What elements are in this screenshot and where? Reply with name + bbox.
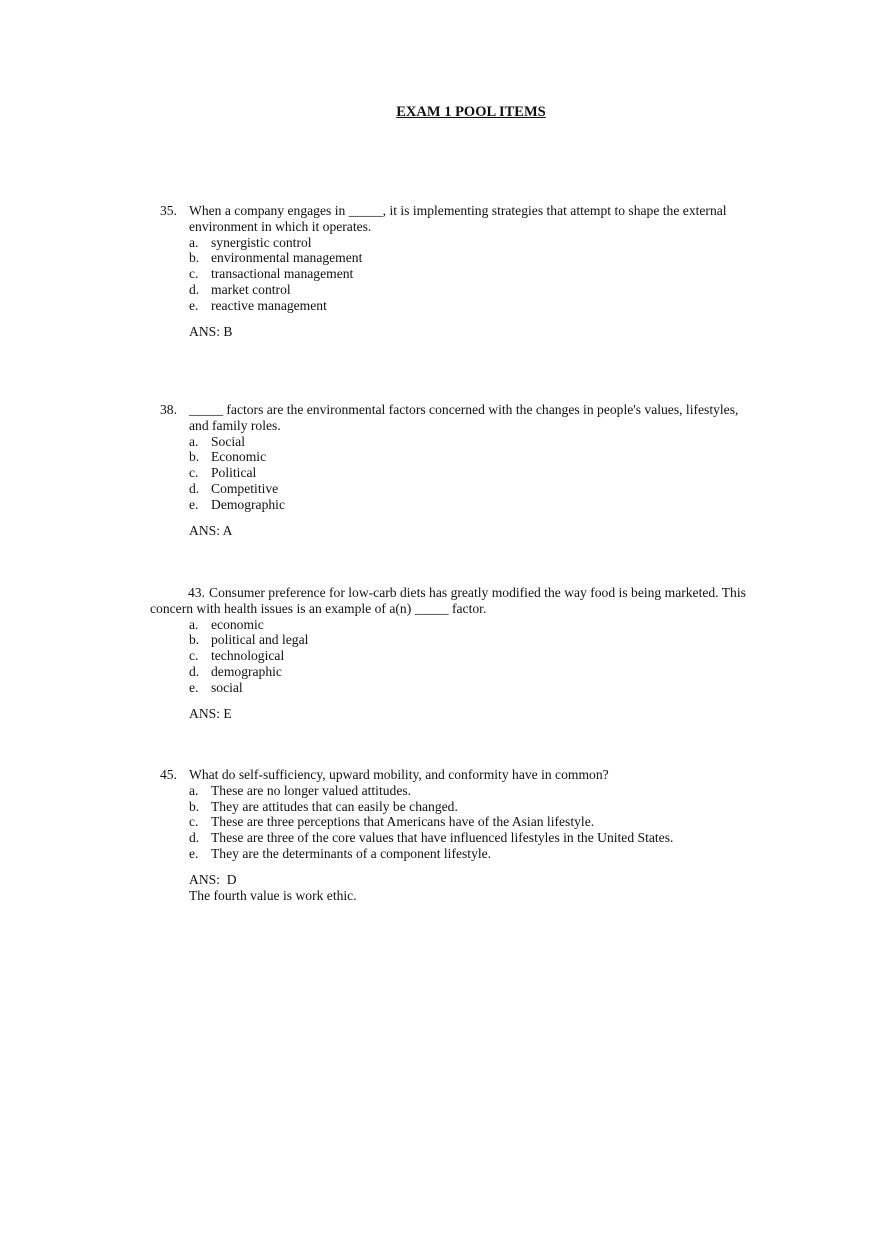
option-text: synergistic control [211, 234, 312, 250]
question-38 [150, 402, 750, 538]
option-text: Economic [211, 449, 267, 465]
question-text: Consumer preference for low-carb diets has greatly modified the way food is being marketed. This concern with health issues is an example of a(n) _____ factor. [150, 585, 746, 616]
option-text: reactive management [211, 297, 327, 313]
answer-key: ANS: E [189, 705, 232, 721]
option-text: political and legal [211, 632, 309, 648]
option-letter: c. [189, 465, 199, 481]
option-letter: e. [189, 297, 199, 313]
option-letter: d. [189, 480, 200, 496]
option-letter: e. [189, 679, 199, 695]
option-d [189, 664, 750, 680]
option-b [189, 632, 750, 648]
option-text: Demographic [211, 496, 285, 512]
question-text: When a company engages in _____, it is implementing strategies that attempt to shape the external environment in which it operates. [189, 203, 727, 234]
option-text: Political [211, 465, 257, 481]
answer-key: ANS: B [189, 323, 233, 339]
option-a [189, 235, 750, 251]
option-c [189, 648, 750, 664]
option-a [189, 783, 750, 799]
question-35 [150, 203, 750, 339]
option-text: They are attitudes that can easily be changed. [211, 798, 458, 814]
question-stem [150, 767, 750, 783]
question-stem [150, 402, 750, 434]
option-text: economic [211, 616, 264, 632]
option-letter: b. [189, 449, 200, 465]
option-e [189, 298, 750, 314]
option-c [189, 465, 750, 481]
option-text: market control [211, 281, 291, 297]
answer-explanation: The fourth value is work ethic. [189, 887, 357, 903]
option-b [189, 250, 750, 266]
question-45 [150, 767, 750, 903]
option-text: demographic [211, 663, 282, 679]
question-43 [150, 585, 750, 721]
question-number: 38. [160, 402, 177, 417]
option-c [189, 814, 750, 830]
option-text: These are no longer valued attitudes. [211, 782, 412, 798]
option-c [189, 266, 750, 282]
option-letter: a. [189, 782, 199, 798]
answer-key: ANS: D [189, 871, 237, 887]
option-a [189, 434, 750, 450]
option-letter: e. [189, 496, 199, 512]
option-text: Competitive [211, 480, 279, 496]
option-letter: c. [189, 266, 199, 282]
option-e [189, 846, 750, 862]
option-letter: b. [189, 250, 200, 266]
option-text: These are three of the core values that have influenced lifestyles in the United States. [211, 830, 674, 846]
option-d [189, 481, 750, 497]
option-d [189, 282, 750, 298]
option-text: social [211, 679, 243, 695]
question-number: 45. [160, 767, 177, 782]
option-text: technological [211, 648, 285, 664]
option-text: Social [211, 433, 245, 449]
question-text: _____ factors are the environmental factors concerned with the changes in people's values, lifestyles, and family roles. [189, 402, 739, 433]
option-d [189, 830, 750, 846]
question-number: 35. [160, 203, 177, 218]
option-letter: a. [189, 433, 199, 449]
answer-key: ANS: A [189, 522, 233, 538]
question-stem [150, 203, 750, 235]
option-letter: b. [189, 798, 200, 814]
option-e [189, 680, 750, 696]
question-number: 43. [188, 585, 205, 600]
option-text: These are three perceptions that Americans have of the Asian lifestyle. [211, 814, 595, 830]
answer-options [150, 235, 750, 314]
answer-options [150, 783, 750, 862]
option-b [189, 449, 750, 465]
option-letter: a. [189, 234, 199, 250]
answer-options [150, 617, 750, 696]
page-title: EXAM 1 POOL ITEMS [396, 104, 546, 120]
question-stem [150, 585, 750, 617]
answer-options [150, 434, 750, 513]
option-a [189, 617, 750, 633]
option-letter: d. [189, 663, 200, 679]
option-e [189, 497, 750, 513]
option-b [189, 799, 750, 815]
option-letter: d. [189, 830, 200, 846]
option-text: They are the determinants of a component lifestyle. [211, 845, 492, 861]
option-letter: d. [189, 281, 200, 297]
option-letter: b. [189, 632, 200, 648]
option-text: environmental management [211, 250, 363, 266]
option-letter: e. [189, 845, 199, 861]
option-text: transactional management [211, 266, 354, 282]
question-text: What do self-sufficiency, upward mobility, and conformity have in common? [189, 767, 609, 782]
option-letter: a. [189, 616, 199, 632]
option-letter: c. [189, 814, 199, 830]
option-letter: c. [189, 648, 199, 664]
